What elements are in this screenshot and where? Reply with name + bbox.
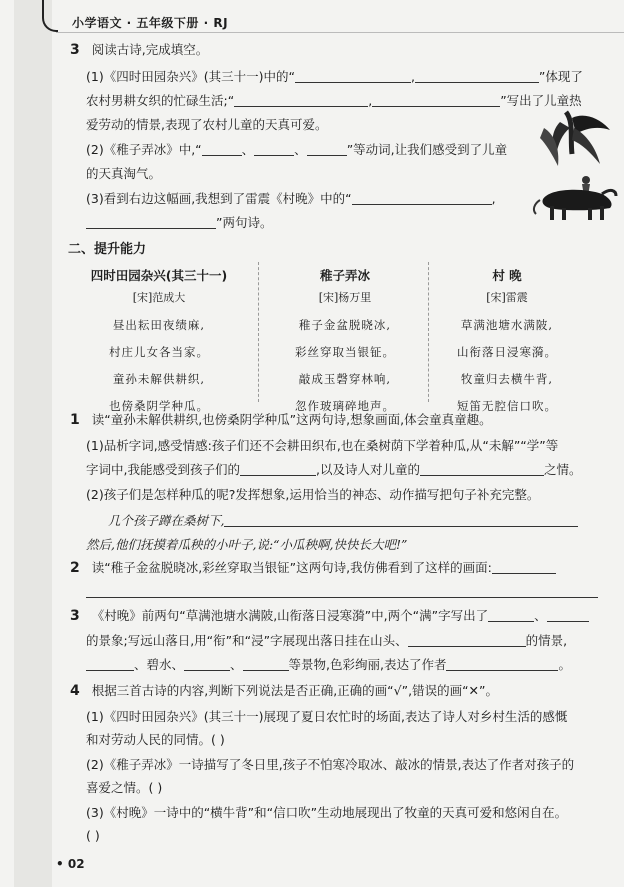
text: ”体现了 (538, 69, 583, 84)
text: 。 (558, 657, 571, 672)
answer-blank[interactable] (254, 143, 294, 156)
text: 、碧水、 (134, 657, 185, 672)
answer-blank[interactable] (352, 192, 492, 205)
question-text: 读“稚子金盆脱晓冰,彩丝穿取当银钲”这两句诗,我仿佛看到了这样的画面: (91, 560, 492, 575)
poem-line: 稚子金盆脱晓冰, (298, 318, 392, 332)
handwritten-line-1 (108, 513, 578, 529)
answer-blank[interactable] (243, 658, 289, 671)
poem-line: 忽作玻璃碎地声。 (295, 399, 395, 413)
question-3-part-1-line-1 (86, 69, 583, 85)
text: ”等动词,让我们感受到了儿童 (346, 142, 508, 157)
page-header: 小学语文 · 五年级下册 · RJ (72, 16, 229, 30)
question-3-part-3-line-2 (86, 215, 272, 231)
answer-blank[interactable] (86, 658, 134, 671)
answer-blank[interactable] (86, 216, 216, 229)
text: ”两句诗。 (216, 215, 273, 230)
text: 、 (294, 142, 307, 157)
question-4-statement-3-line-2[interactable]: ( ) (86, 828, 100, 843)
text: (1)《四时田园杂兴》(其三十一)中的“ (86, 69, 295, 84)
text: 、 (534, 608, 547, 623)
question-3b-line-1 (70, 608, 589, 624)
question-1-stem (70, 412, 492, 428)
answer-blank[interactable] (307, 143, 347, 156)
text: ”写出了儿童热 (500, 93, 582, 108)
text: (3)看到右边这幅画,我想到了雷震《村晚》中的“ (86, 191, 352, 206)
text: 的景象;写远山落日,用“衔”和“浸”字展现出落日挂在山头、 (86, 633, 408, 648)
poem-sitian (84, 266, 234, 420)
poem-line: 牧童归去横牛背, (460, 372, 554, 386)
page-number: • 02 (56, 857, 85, 871)
answer-line[interactable] (224, 514, 578, 527)
question-3-part-1-line-2 (86, 93, 582, 109)
answer-blank[interactable] (202, 143, 242, 156)
question-4-statement-1-line-1: (1)《四时田园杂兴》(其三十一)展现了夏日农忙时的场面,表达了诗人对乡村生活的感慨 (86, 709, 568, 724)
question-4-statement-3-line-1: (3)《村晚》一诗中的“横牛背”和“信口吹”生动地展现出了牧童的天真可爱和悠闲自在。 (86, 805, 568, 820)
handwritten-line-2: 然后,他们抚摸着瓜秧的小叶子,说:“小瓜秧啊,快快长大吧!” (86, 537, 408, 552)
text: 等景物,色彩绚丽,表达了作者 (288, 657, 447, 672)
text: 农村男耕女织的忙碌生活;“ (86, 93, 235, 108)
question-1-part-1-line-1: (1)品析字词,感受情感:孩子们还不会耕田织布,也在桑树荫下学着种瓜,从“未解”“学”等 (86, 438, 559, 453)
text: 、 (230, 657, 243, 672)
question-text: 阅读古诗,完成填空。 (91, 42, 209, 57)
answer-blank[interactable] (234, 94, 368, 107)
question-text: 根据三首古诗的内容,判断下列说法是否正确,正确的画“√”,错误的画“✕”。 (91, 683, 498, 698)
poem-zhizi-nongbing (270, 266, 420, 420)
poem-cunwan (432, 266, 582, 420)
section-title: 二、提升能力 (68, 242, 147, 257)
question-3-part-3-line-1 (86, 191, 496, 207)
question-number: 3 (70, 42, 80, 58)
text: 的情景, (525, 633, 568, 648)
poem-divider (428, 262, 429, 402)
answer-blank[interactable] (547, 609, 589, 622)
question-4-statement-2-line-1: (2)《稚子弄冰》一诗描写了冬日里,孩子不怕寒冷取冰、敲冰的情景,表达了作者对孩子的 (86, 757, 575, 772)
text: ,以及诗人对儿童的 (315, 462, 420, 477)
text: 几个孩子蹲在桑树下, (108, 513, 225, 528)
question-3b-line-2 (86, 633, 567, 649)
answer-blank[interactable] (415, 70, 539, 83)
text: (2)《稚子弄冰》中,“ (86, 142, 202, 157)
question-text: 读“童孙未解供耕织,也傍桑阴学种瓜”这两句诗,想象画面,体会童真童趣。 (91, 412, 492, 427)
answer-blank[interactable] (420, 463, 544, 476)
question-3-stem (70, 42, 208, 58)
poem-title: 稚子弄冰 (319, 268, 370, 283)
poem-line: 也傍桑阴学种瓜。 (109, 399, 209, 413)
poem-line: 童孙未解供耕织, (112, 372, 206, 386)
question-2-answer-line (86, 584, 598, 600)
question-number: 4 (70, 683, 80, 699)
question-4-stem (70, 683, 498, 699)
question-2-stem (70, 560, 556, 576)
text: , (410, 69, 415, 84)
question-number: 2 (70, 560, 80, 576)
text: , (491, 191, 496, 206)
page-binding-edge (14, 0, 52, 887)
question-3b-line-3 (86, 657, 571, 673)
question-1-part-2: (2)孩子们是怎样种瓜的呢?发挥想象,运用恰当的神态、动作描写把句子补充完整。 (86, 487, 540, 502)
question-3-part-2-line-1 (86, 142, 507, 158)
question-number: 1 (70, 412, 80, 428)
answer-blank[interactable] (446, 658, 558, 671)
answer-blank[interactable] (240, 463, 316, 476)
poem-line: 山衔落日浸寒漪。 (457, 345, 557, 359)
poem-title: 村 晚 (492, 268, 522, 283)
question-1-part-1-line-2 (86, 462, 581, 478)
poem-line: 草满池塘水满陂, (460, 318, 554, 332)
poem-line: 彩丝穿取当银钲。 (295, 345, 395, 359)
poem-divider (258, 262, 259, 402)
answer-blank[interactable] (295, 70, 411, 83)
answer-blank[interactable] (408, 634, 526, 647)
question-4-statement-2-line-2[interactable]: 喜爱之情。( ) (86, 780, 163, 795)
poem-author: [宋]雷震 (486, 291, 528, 304)
poem-author: [宋]杨万里 (318, 291, 372, 304)
question-4-statement-1-line-2[interactable]: 和对劳动人民的同情。( ) (86, 732, 225, 747)
answer-blank[interactable] (184, 658, 230, 671)
answer-line[interactable] (86, 585, 598, 598)
poem-line: 短笛无腔信口吹。 (457, 399, 557, 413)
question-3-part-2-line-2: 的天真淘气。 (86, 166, 162, 181)
cowherd-on-buffalo-illustration (526, 108, 618, 228)
poem-author: [宋]范成大 (132, 291, 186, 304)
answer-line[interactable] (492, 561, 556, 574)
header-rule (56, 32, 624, 33)
poem-line: 村庄儿女各当家。 (109, 345, 209, 359)
question-text: 《村晚》前两句“草满池塘水满陂,山衔落日浸寒漪”中,两个“满”字写出了 (91, 608, 489, 623)
question-number: 3 (70, 608, 80, 624)
poem-title: 四时田园杂兴(其三十一) (90, 268, 228, 283)
answer-blank[interactable] (488, 609, 534, 622)
question-3-part-1-line-3: 爱劳动的情景,表现了农村儿童的天真可爱。 (86, 117, 328, 132)
poem-line: 昼出耘田夜绩麻, (112, 318, 206, 332)
text: 字词中,我能感受到孩子们的 (86, 462, 240, 477)
text: 之情。 (543, 462, 582, 477)
text: , (368, 93, 373, 108)
text: 、 (241, 142, 255, 157)
poem-line: 敲成玉磬穿林响, (298, 372, 392, 386)
answer-blank[interactable] (372, 94, 500, 107)
